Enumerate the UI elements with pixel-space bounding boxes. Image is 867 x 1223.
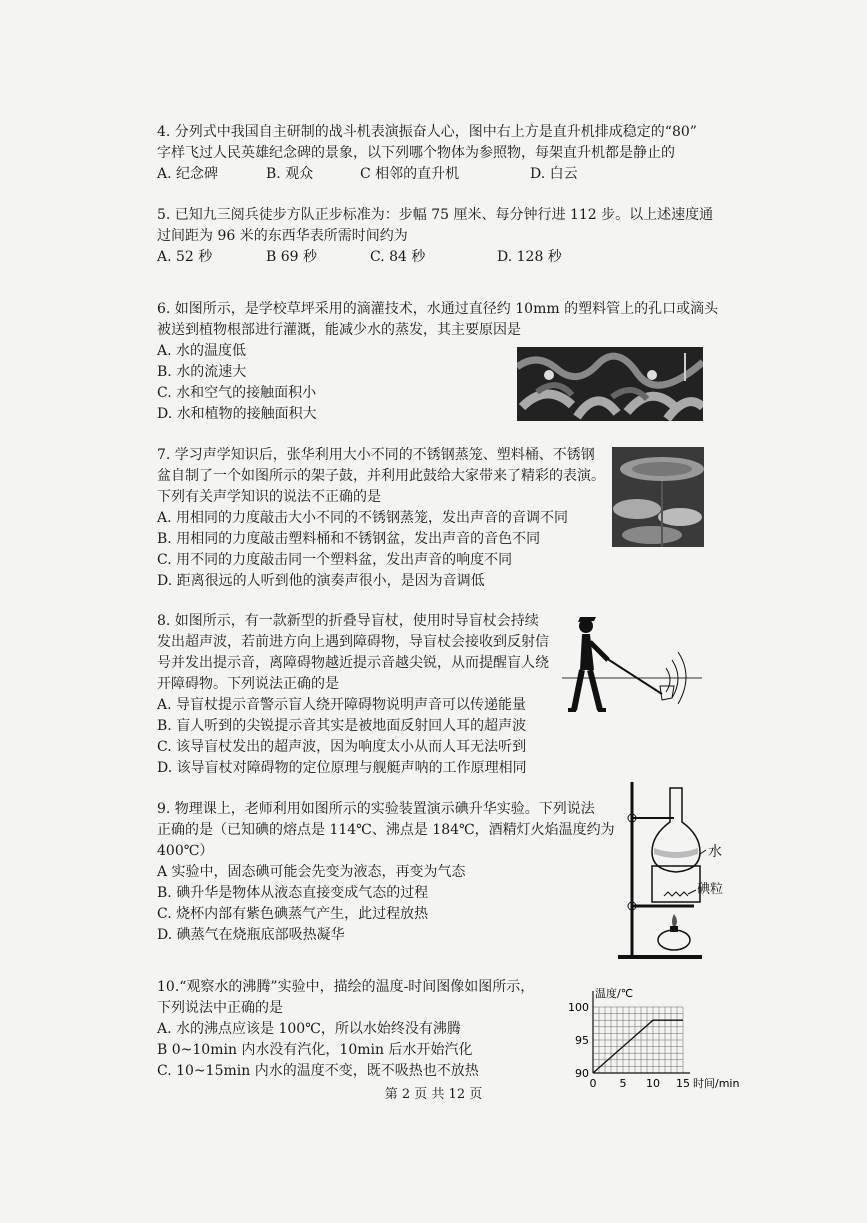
q9-option-c: C. 烧杯内部有紫色碘蒸气产生，此过程放热	[157, 906, 429, 922]
temperature-time-chart	[555, 983, 755, 1093]
q7-option-b: B. 用相同的力度敲击塑料桶和不锈钢盆，发出声音的音色不同	[157, 531, 541, 547]
q6-option-a: A. 水的温度低	[157, 343, 247, 359]
q8-line-1: 8. 如图所示，有一款新型的折叠导盲杖，使用时导盲杖会持续	[157, 613, 539, 629]
q6-line-1: 6. 如图所示，是学校草坪采用的滴灌技术，水通过直径约 10mm 的塑料管上的孔口或滴头	[157, 301, 719, 317]
q9-line-1: 9. 物理课上，老师利用如图所示的实验装置演示碘升华实验。下列说法	[157, 801, 595, 817]
iodine-apparatus-figure	[612, 780, 742, 965]
q10-line-2: 下列说法中正确的是	[157, 1000, 283, 1016]
drum-kit-photo	[612, 447, 704, 547]
chart-grid	[593, 1007, 683, 1073]
q4-option-d: D. 白云	[530, 166, 578, 182]
q10-option-a: A. 水的沸点应该是 100℃，所以水始终没有沸腾	[157, 1021, 461, 1037]
x-axis-label: 时间/min	[693, 1077, 740, 1090]
q4-line-2: 字样飞过人民英雄纪念碑的景象，以下列哪个物体为参照物，每架直升机都是静止的	[157, 145, 675, 161]
q4-line-1: 4. 分列式中我国自主研制的战斗机表演振奋人心，图中右上方是直升机排成稳定的“80”	[157, 124, 697, 140]
q8-line-4: 开障碍物。下列说法正确的是	[157, 676, 339, 692]
y-tick-label: 90	[575, 1067, 589, 1080]
q7-line-2: 盆自制了一个如图所示的架子鼓，并利用此鼓给大家带来了精彩的表演。	[157, 468, 605, 484]
blind-cane-figure	[562, 612, 702, 722]
q7-line-1: 7. 学习声学知识后，张华利用大小不同的不锈钢蒸笼、塑料桶、不锈钢	[157, 447, 595, 463]
q6-line-2: 被送到植物根部进行灌溉，能减少水的蒸发，其主要原因是	[157, 322, 521, 338]
x-tick-label: 15	[676, 1077, 690, 1090]
q8-option-c: C. 该导盲杖发出的超声波，因为响度太小从而人耳无法听到	[157, 739, 527, 755]
q6-option-c: C. 水和空气的接触面积小	[157, 385, 317, 401]
q5-option-c: C. 84 秒	[370, 249, 426, 265]
q7-option-d: D. 距离很远的人听到他的演奏声很小，是因为音调低	[157, 573, 485, 589]
q10-line-1: 10.“观察水的沸腾”实验中，描绘的温度-时间图像如图所示，	[157, 979, 535, 995]
page-footer: 第 2 页 共 12 页	[384, 1087, 483, 1102]
q7-option-a: A. 用相同的力度敲击大小不同的不锈钢蒸笼，发出声音的音调不同	[157, 510, 569, 526]
q6-option-d: D. 水和植物的接触面积大	[157, 406, 317, 422]
q6-option-b: B. 水的流速大	[157, 364, 247, 380]
q8-line-3: 号并发出提示音，离障碍物越近提示音越尖锐，从而提醒盲人绕	[157, 655, 549, 671]
x-tick-label: 10	[646, 1077, 660, 1090]
x-tick-label: 0	[589, 1077, 597, 1090]
y-axis-label: 温度/℃	[595, 987, 634, 1000]
q4-option-a: A. 纪念碑	[157, 166, 219, 182]
q4-option-c: C 相邻的直升机	[360, 166, 460, 182]
q4-option-b: B. 观众	[266, 166, 314, 182]
q8-option-a: A. 导盲杖提示音警示盲人绕开障碍物说明声音可以传递能量	[157, 697, 527, 713]
q9-line-3: 400℃）	[157, 843, 214, 859]
q8-line-2: 发出超声波，若前进方向上遇到障碍物，导盲杖会接收到反射信	[157, 634, 549, 650]
label-water: 水	[708, 844, 722, 860]
y-tick-label: 100	[568, 1001, 589, 1014]
q8-option-b: B. 盲人听到的尖锐提示音其实是被地面反射回人耳的超声波	[157, 718, 527, 734]
q5-option-d: D. 128 秒	[497, 249, 562, 265]
q5-line-2: 过间距为 96 米的东西华表所需时间约为	[157, 228, 408, 244]
q9-option-d: D. 碘蒸气在烧瓶底部吸热凝华	[157, 927, 345, 943]
q7-line-3: 下列有关声学知识的说法不正确的是	[157, 489, 381, 505]
q9-option-a: A 实验中，固态碘可能会先变为液态，再变为气态	[157, 864, 466, 880]
q7-option-c: C. 用不同的力度敲击同一个塑料盆，发出声音的响度不同	[157, 552, 513, 568]
x-tick-label: 5	[619, 1077, 627, 1090]
drip-irrigation-photo	[517, 347, 703, 421]
q5-option-b: B 69 秒	[266, 249, 318, 265]
q10-option-b: B 0~10min 内水没有汽化，10min 后水开始汽化	[157, 1042, 473, 1058]
q8-option-d: D. 该导盲杖对障碍物的定位原理与舰艇声呐的工作原理相同	[157, 760, 527, 776]
label-iodine: 碘粒	[697, 882, 724, 897]
q9-line-2: 正确的是（已知碘的熔点是 114℃、沸点是 184℃，酒精灯火焰温度约为	[157, 822, 615, 838]
q5-line-1: 5. 已知九三阅兵徒步方队正步标准为：步幅 75 厘米、每分钟行进 112 步。以上述速度通	[157, 207, 714, 223]
y-tick-label: 95	[575, 1034, 589, 1047]
q5-option-a: A. 52 秒	[157, 249, 213, 265]
q10-option-c: C. 10~15min 内水的温度不变，既不吸热也不放热	[157, 1063, 479, 1079]
q9-option-b: B. 碘升华是物体从液态直接变成气态的过程	[157, 885, 429, 901]
